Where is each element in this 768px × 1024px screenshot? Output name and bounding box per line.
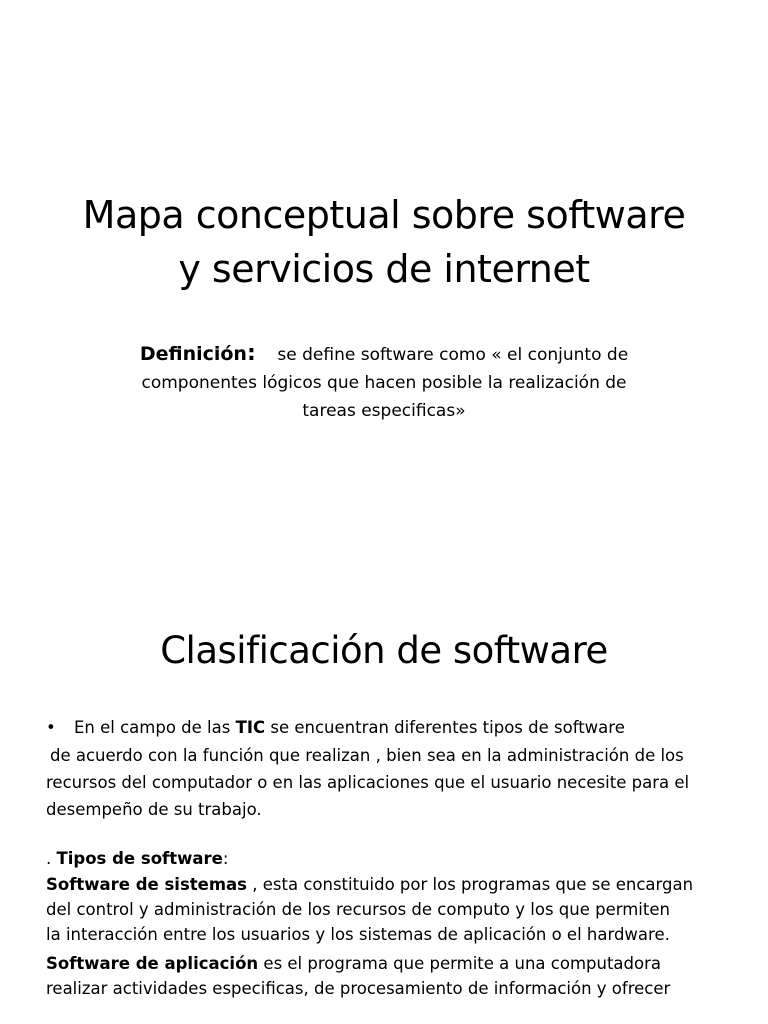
bullet-text-after: se encuentran diferentes tipos de software	[265, 718, 625, 737]
definition-block	[100, 340, 668, 425]
tipos-bold: Tipos de software	[56, 849, 223, 868]
definition-term: Definición	[139, 343, 247, 365]
aplicacion-paragraph	[46, 951, 736, 1001]
aplicacion-term: Software de aplicación	[46, 954, 259, 973]
definition-colon: :	[246, 341, 256, 366]
sistemas-line-2: del control y administración de los recursos de computo y los que permiten	[46, 900, 670, 919]
aplicacion-text-line-1: es el programa que permite a una computadora	[258, 954, 661, 973]
slide-title-line-2: y servicios de internet	[178, 247, 590, 291]
slide-title	[40, 188, 728, 296]
definition-text-line-1: se define software como « el conjunto de	[277, 345, 629, 365]
bullet-item	[46, 714, 736, 742]
intro-line-2: recursos del computador o en las aplicaciones que el usuario necesite para el	[46, 773, 690, 792]
sistemas-line-1	[46, 872, 736, 897]
sistemas-term: Software de sistemas	[46, 875, 248, 894]
sistemas-text-line-1: , esta constituido por los programas que se encargan	[247, 875, 694, 894]
intro-line-1: de acuerdo con la función que realizan , bien sea en la administración de los	[50, 746, 684, 765]
tipos-prefix: .	[46, 849, 57, 868]
classification-content	[46, 714, 736, 1001]
sistemas-paragraph	[46, 872, 736, 947]
aplicacion-line-2: realizar actividades especificas, de procesamiento de información y ofrecer	[46, 979, 671, 998]
tipos-heading	[46, 845, 736, 872]
tipos-suffix: :	[222, 849, 229, 868]
sistemas-line-3: la interacción entre los usuarios y los sistemas de aplicación o el hardware.	[46, 925, 670, 944]
aplicacion-line-1	[46, 951, 736, 976]
definition-text-line-2: componentes lógicos que hacen posible la realización de	[141, 373, 627, 393]
section-title: Clasificación de software	[160, 629, 608, 672]
intro-paragraph	[46, 742, 736, 823]
intro-line-3: desempeño de su trabajo.	[46, 800, 262, 819]
bullet-text-bold: TIC	[235, 718, 266, 737]
bullet-text-before: En el campo de las	[74, 718, 236, 737]
definition-line-1	[100, 340, 668, 369]
slide-title-line-1: Mapa conceptual sobre software	[82, 193, 686, 237]
definition-text-line-3: tareas especificas»	[302, 401, 466, 421]
bullet-icon: •	[46, 718, 56, 737]
